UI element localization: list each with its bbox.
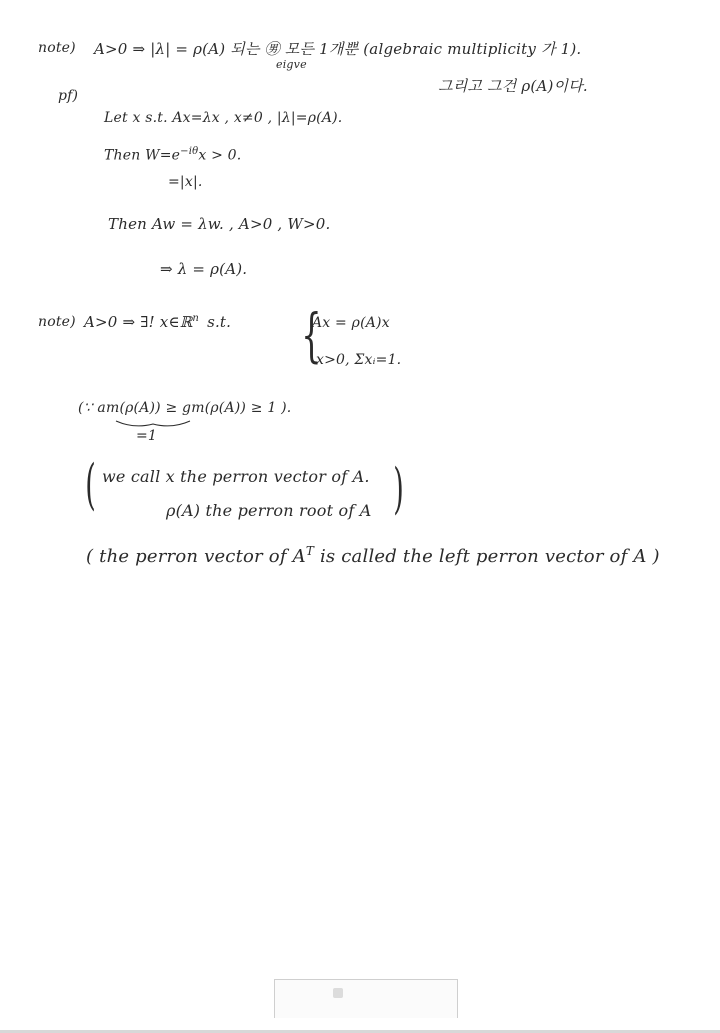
proof-line-3: =|x|. (168, 174, 203, 190)
scanner-tab (274, 979, 458, 1018)
note1-statement: A>0 ⇒ |λ| = ρ(A) 되는 ㊚ 모든 1개뿐 (algebraic multiplicity 가 1). (94, 40, 582, 58)
scanner-mark (333, 988, 343, 998)
note2-statement: A>0 ⇒ ∃! x∈ℝ$^n$ s.t. (84, 313, 232, 331)
definitions-open-paren: ( (85, 453, 96, 516)
note1-small-word: eigve (276, 58, 307, 71)
note1-label: note) (38, 40, 76, 56)
definition-line-2: ρ(A) the perron root of A (166, 501, 372, 520)
definition-line-1: we call x the perron vector of A. (102, 467, 370, 486)
proof-line-1: Let x s.t. Ax=λx , x≠0 , |λ|=ρ(A). (104, 110, 343, 126)
proof-line-2: Then $W=e^{-i\theta}x > 0$. (104, 146, 242, 164)
cases-brace: { (301, 301, 322, 369)
because-line: (∵ am(ρ(A)) ≥ gm(ρ(A)) ≥ 1 ). (78, 400, 292, 416)
definition-line-3: ( the perron vector of $A^T$ is called the left perron vector of A ) (86, 544, 660, 567)
note2-case-2: x>0, Σxᵢ=1. (316, 352, 402, 368)
note2-label: note) (38, 314, 76, 330)
proof-line-4: Then Aw = λw. , A>0 , W>0. (108, 215, 331, 233)
proof-label: pf) (58, 88, 79, 104)
proof-line-5: ⇒ λ = ρ(A). (160, 260, 248, 278)
definitions-close-paren: ) (393, 457, 404, 520)
note1-continuation: 그리고 그건 ρ(A)이다. (438, 77, 588, 95)
note2-case-1: Ax = ρ(A)x (312, 315, 390, 331)
underbrace-value: =1 (136, 428, 158, 444)
